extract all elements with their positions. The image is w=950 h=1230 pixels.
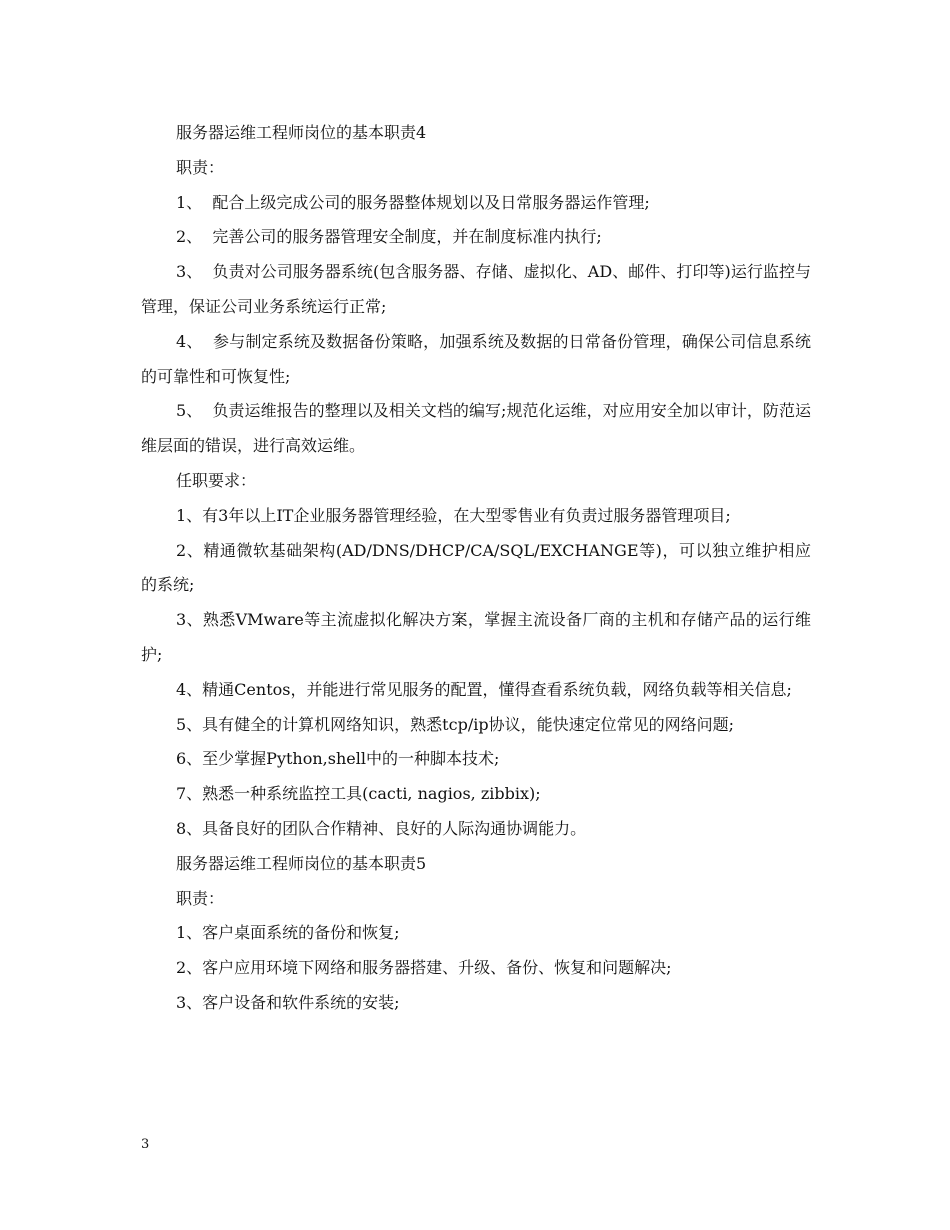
list-item: 4、 参与制定系统及数据备份策略，加强系统及数据的日常备份管理，确保公司信息系统的可靠性和可恢复性; [141,331,811,386]
list-item: 3、 负责对公司服务器系统(包含服务器、存储、虚拟化、AD、邮件、打印等)运行监控与管理，保证公司业务系统运行正常; [141,262,811,316]
list-item: 2、 完善公司的服务器管理安全制度，并在制度标准内执行; [176,227,602,247]
list-item: 3、客户设备和软件系统的安装; [176,992,400,1012]
list-item: 6、至少掌握Python,shell中的一种脚本技术; [176,749,500,769]
page-number: 3 [141,1137,150,1152]
list-item: 2、精通微软基础架构(AD/DNS/DHCP/CA/SQL/EXCHANGE等)，可以独立维护相应的系统; [141,540,811,595]
subheading-requirements: 任职要求： [176,470,257,490]
list-item: 1、客户桌面系统的备份和恢复; [176,923,400,943]
list-item: 2、客户应用环境下网络和服务器搭建、升级、备份、恢复和问题解决; [176,958,672,978]
list-item: 1、 配合上级完成公司的服务器整体规划以及日常服务器运作管理; [176,192,650,212]
list-item: 3、熟悉VMware等主流虚拟化解决方案，掌握主流设备厂商的主机和存储产品的运行维护; [141,610,811,664]
list-item: 8、具备良好的团队合作精神、良好的人际沟通协调能力。 [176,818,587,838]
list-item: 1、有3年以上IT企业服务器管理经验，在大型零售业有负责过服务器管理项目; [176,505,731,525]
list-item: 4、精通Centos，并能进行常见服务的配置，懂得查看系统负载，网络负载等相关信息; [176,679,792,699]
document-body [141,116,811,1021]
list-item: 5、 负责运维报告的整理以及相关文档的编写;规范化运维，对应用安全加以审计，防范运维层面的错误，进行高效运维。 [141,401,811,456]
list-item: 7、熟悉一种系统监控工具(cacti, nagios, zibbix); [176,784,541,804]
section-heading: 服务器运维工程师岗位的基本职责4 [176,123,427,142]
subheading-duties: 职责： [176,888,225,908]
list-item: 5、具有健全的计算机网络知识，熟悉tcp/ip协议，能快速定位常见的网络问题; [176,714,734,734]
subheading-duties: 职责： [176,157,225,177]
section-heading: 服务器运维工程师岗位的基本职责5 [176,853,427,873]
